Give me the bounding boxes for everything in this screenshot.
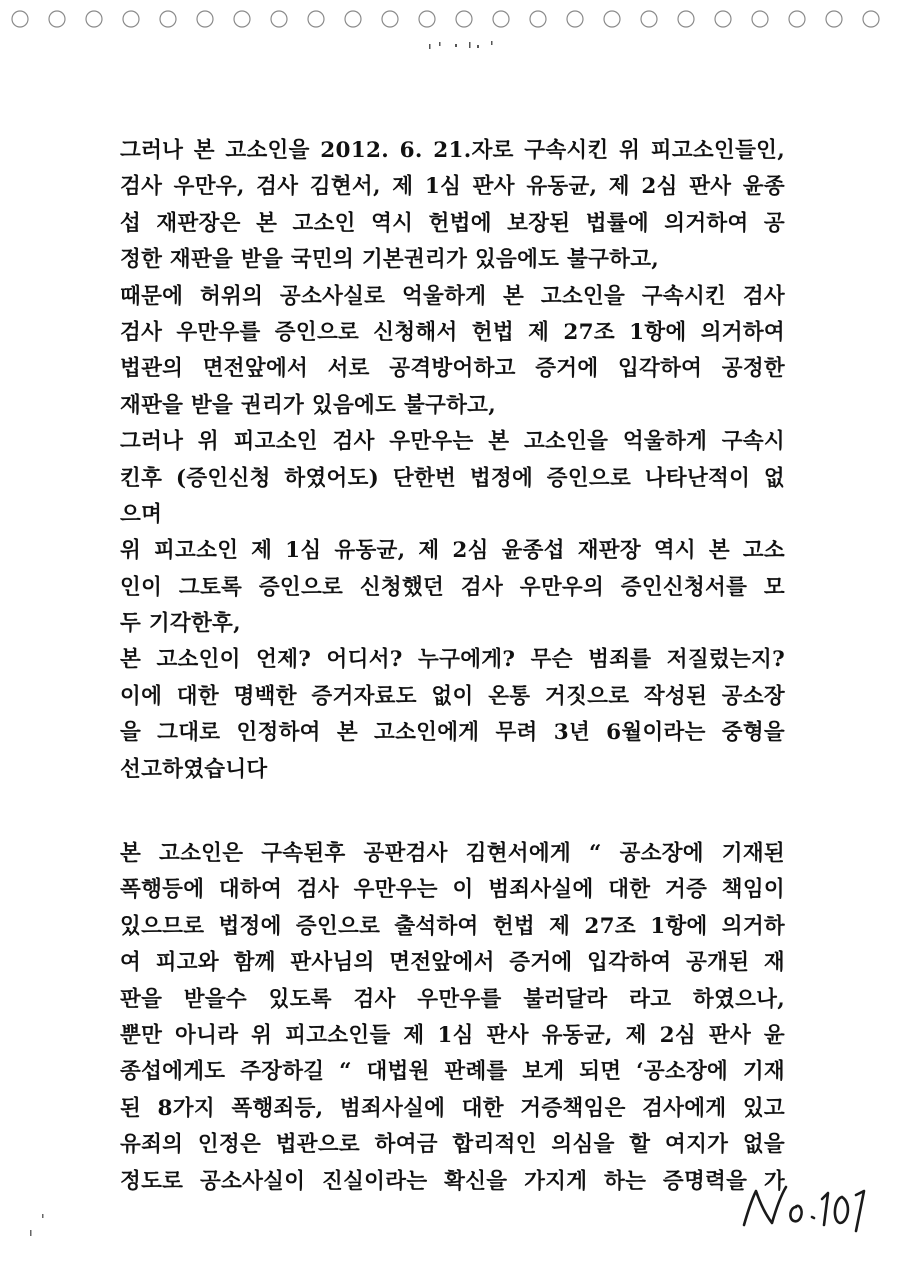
text-line: 정한 재판을 받을 국민의 기본권리가 있음에도 불구하고,	[120, 247, 660, 273]
text-line: 재판을 받을 권리가 있음에도 불구하고,	[120, 392, 497, 418]
text-line: 검사 우만우를 증인으로 신청해서 헌법 제 27조 1항에 의거하여	[120, 319, 785, 345]
text-line: 본 고소인이 언제? 어디서? 누구에게? 무슨 범죄를 저질렀는지?	[120, 647, 785, 673]
scan-specks	[425, 38, 515, 52]
text-line: 위 피고소인 제 1심 유동균, 제 2심 윤종섭 재판장 역시 본 고소	[120, 538, 785, 564]
text-line: 두 기각한후,	[120, 611, 241, 637]
text-line: 뿐만 아니라 위 피고소인들 제 1심 판사 유동균, 제 2심 판사 윤	[120, 1022, 785, 1048]
text-line: 때문에 허위의 공소사실로 억울하게 본 고소인을 구속시킨 검사	[120, 283, 785, 309]
text-line: 을 그대로 인정하여 본 고소인에게 무려 3년 6월이라는 중형을	[120, 720, 785, 746]
text-line: 법관의 면전앞에서 서로 공격방어하고 증거에 입각하여 공정한	[120, 356, 785, 382]
paragraph-spacer	[120, 788, 785, 836]
text-line: 여 피고와 함께 판사님의 면전앞에서 증거에 입각하여 공개된 재	[120, 950, 785, 976]
text-line: 이에 대한 명백한 증거자료도 없이 온통 거짓으로 작성된 공소장	[120, 683, 785, 709]
text-line: 있으므로 법정에 증인으로 출석하여 헌법 제 27조 1항에 의거하	[120, 913, 785, 939]
text-line: 인이 그토록 증인으로 신청했던 검사 우만우의 증인신청서를 모	[120, 574, 785, 600]
text-line: 유죄의 인정은 법관으로 하여금 합리적인 의심을 할 여지가 없을	[120, 1132, 785, 1158]
binder-holes	[10, 7, 890, 31]
text-line: 판을 받을수 있도록 검사 우만우를 불러달라 라고 하였으나,	[120, 986, 785, 1012]
text-line: 그러나 위 피고소인 검사 우만우는 본 고소인을 억울하게 구속시	[120, 429, 785, 455]
text-line: 킨후 (증인신청 하였어도) 단한번 법정에 증인으로 나타난적이 없	[120, 465, 785, 491]
text-line: 으며	[120, 501, 163, 527]
text-line: 정도로 공소사실이 진실이라는 확신을 가지게 하는 증명력을 가	[120, 1168, 785, 1194]
text-line: 검사 우만우, 검사 김현서, 제 1심 판사 유동균, 제 2심 판사 윤종	[120, 174, 785, 200]
handwritten-page-number	[730, 1175, 870, 1235]
text-line: 그러나 본 고소인을 2012. 6. 21.자로 구속시킨 위 피고소인들인,	[120, 138, 785, 163]
text-line: 본 고소인은 구속된후 공판검사 김현서에게 “ 공소장에 기재된	[120, 841, 785, 867]
text-line: 종섭에게도 주장하길 “ 대법원 판례를 보게 되면 ‘공소장에 기재	[120, 1059, 785, 1085]
paragraph-2	[120, 836, 785, 1200]
text-line: 된 8가지 폭행죄등, 범죄사실에 대한 거증책임은 검사에게 있고	[120, 1095, 785, 1121]
paragraph-1	[120, 133, 785, 788]
text-line: 선고하였습니다	[120, 756, 268, 782]
document-body	[120, 133, 785, 1200]
scan-edge-mark	[22, 1212, 52, 1242]
text-line: 섭 재판장은 본 고소인 역시 헌법에 보장된 법률에 의거하여 공	[120, 210, 785, 236]
text-line: 폭행등에 대하여 검사 우만우는 이 범죄사실에 대한 거증 책임이	[120, 877, 785, 903]
